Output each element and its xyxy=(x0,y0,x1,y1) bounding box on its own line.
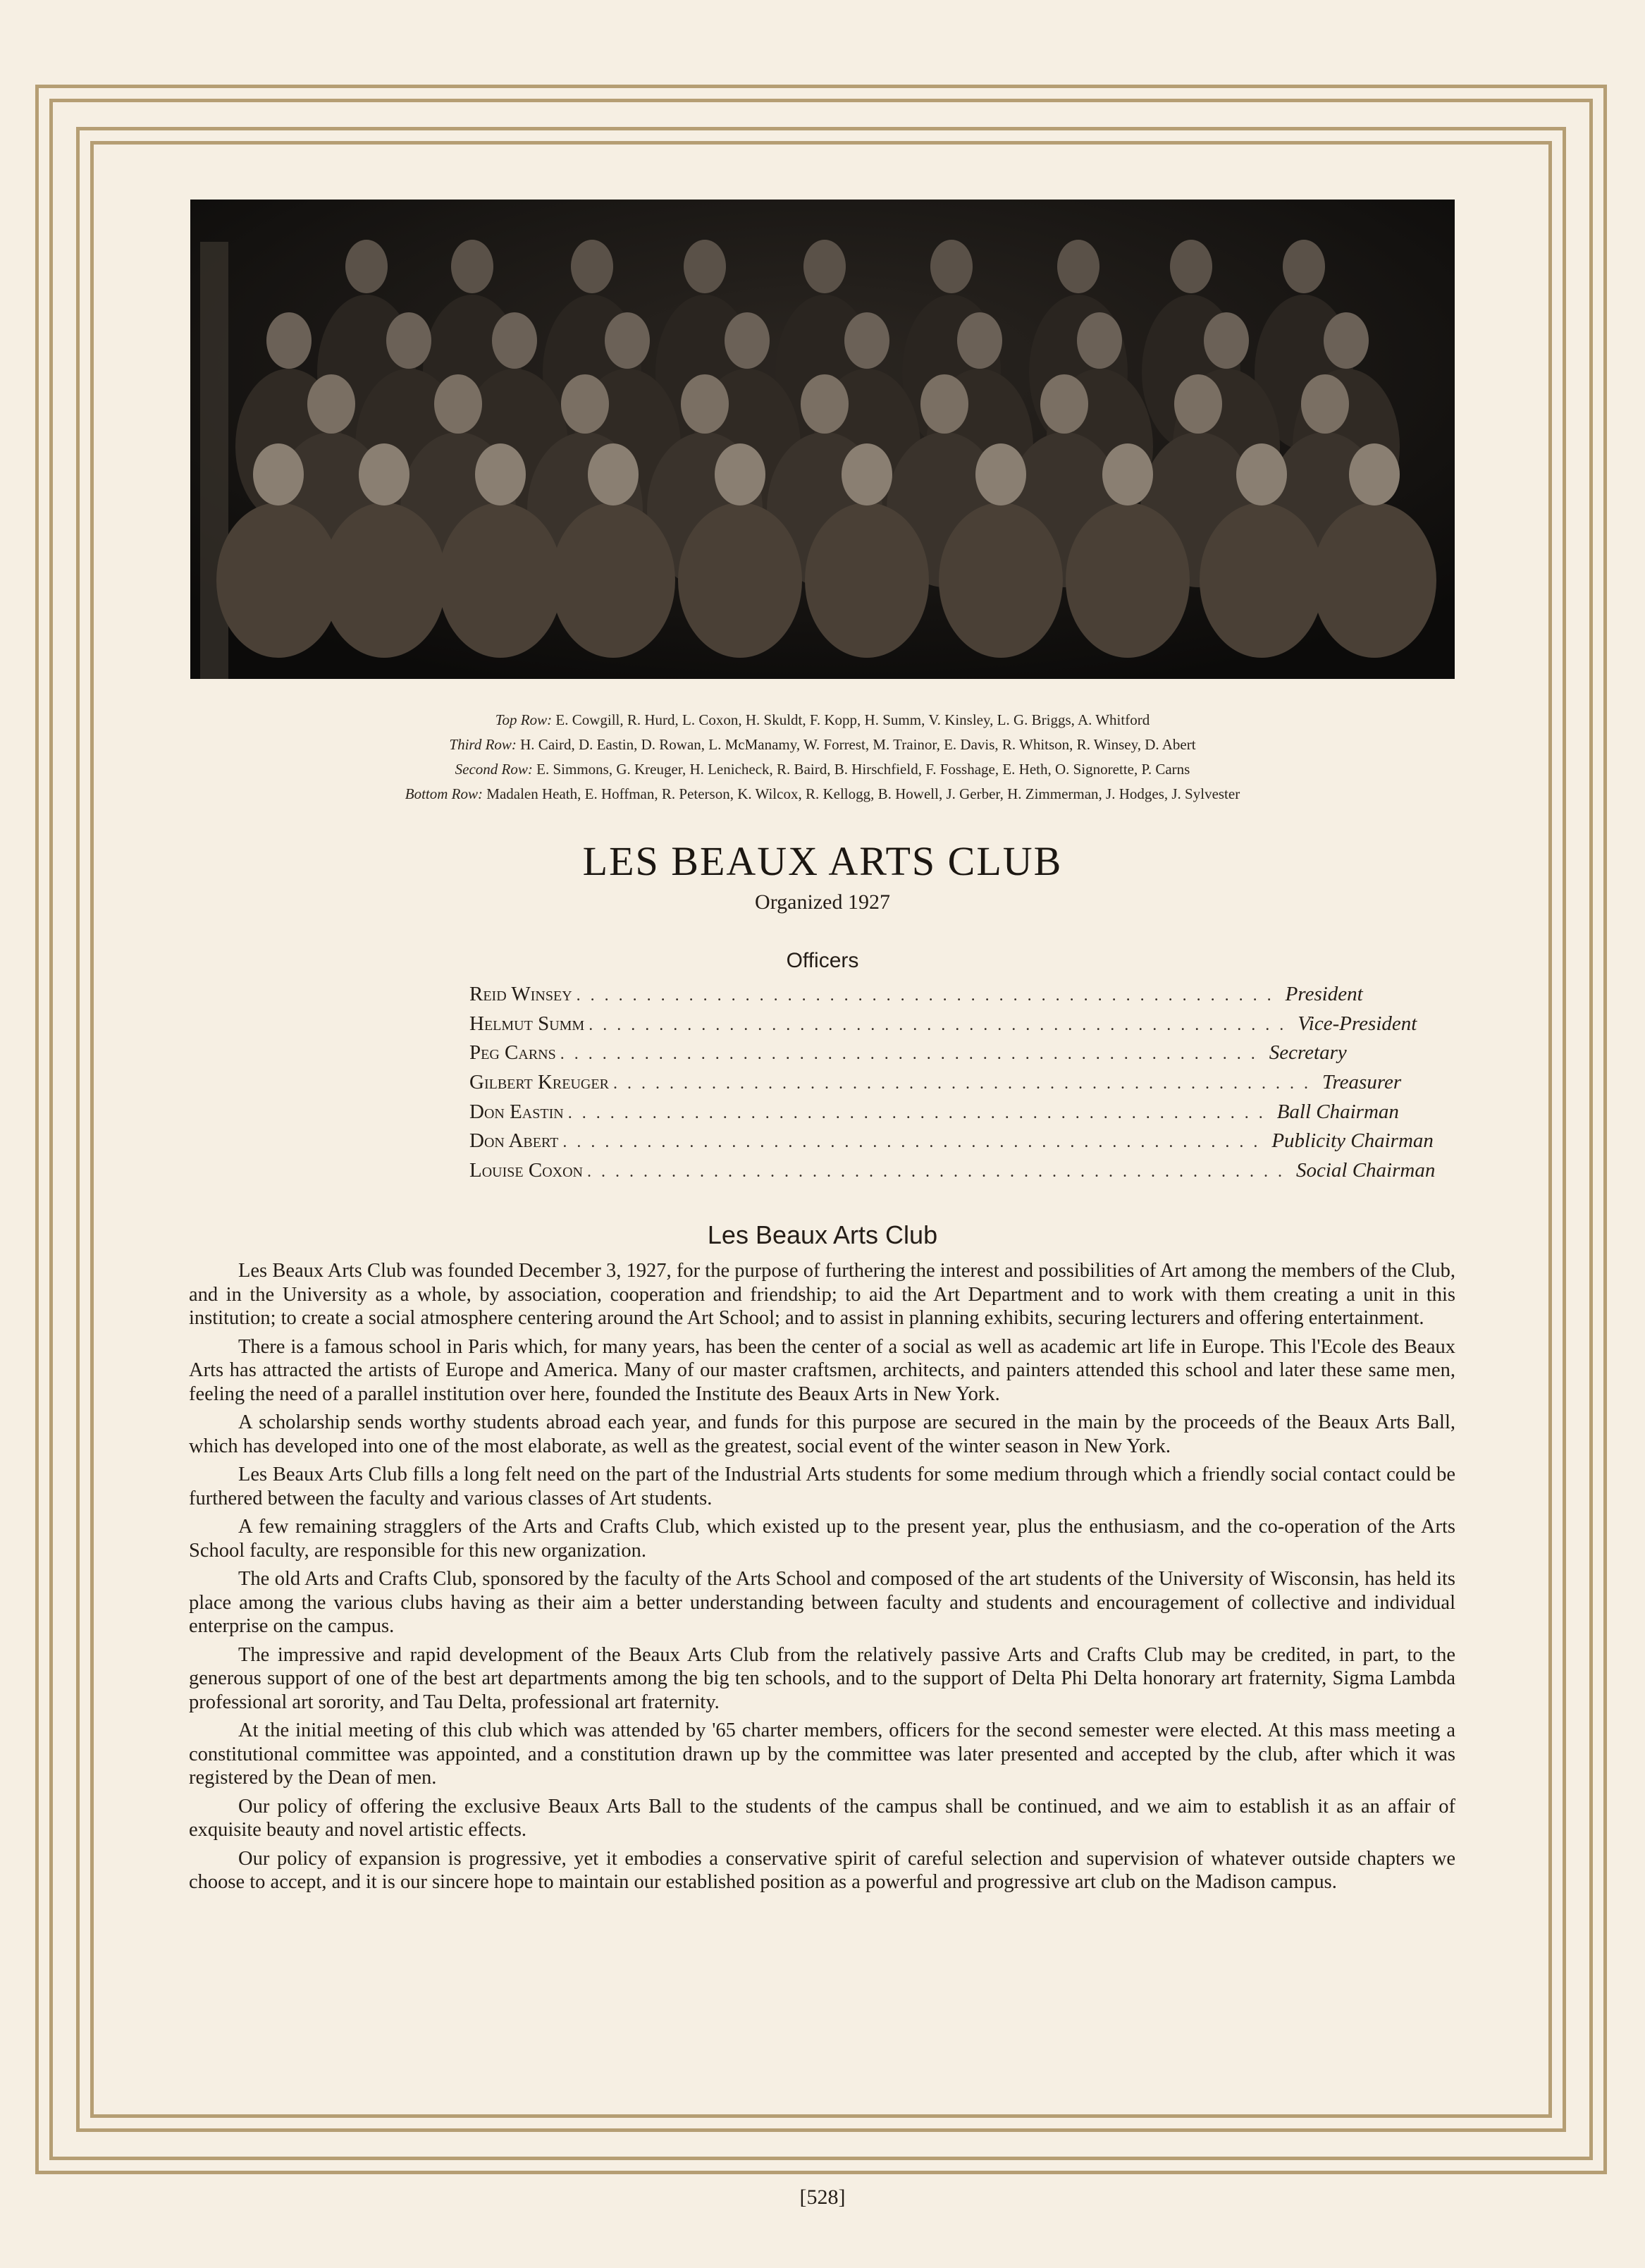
officer-row xyxy=(469,1012,1417,1042)
person-head xyxy=(803,240,846,293)
officers-heading: Officers xyxy=(786,949,859,972)
officer-name: Don Abert xyxy=(469,1129,559,1153)
person-head xyxy=(1349,443,1400,505)
person-head xyxy=(1324,312,1369,369)
caption-row-label: Top Row: xyxy=(495,711,553,728)
officer-row xyxy=(469,983,1363,1012)
photo-caption xyxy=(141,708,1504,807)
page-number: [528] xyxy=(799,2186,846,2209)
caption-row-label: Second Row: xyxy=(455,761,533,778)
person-head xyxy=(307,374,355,434)
person-head xyxy=(1236,443,1287,505)
person-head xyxy=(801,374,849,434)
person-head xyxy=(492,312,537,369)
person-head xyxy=(681,374,729,434)
paragraph: The impressive and rapid development of the Beaux Arts Club from the relatively passive Arts and Crafts Club may be credited, in part, to the generous support of one of the best art departments among the big ten schools, and to the support of Delta Phi Delta honorary art fraternity, Sigma Lambda professional art sorority, and Tau Delta, professional art fraternity. xyxy=(189,1643,1455,1713)
paragraph: Our policy of expansion is progressive, yet it embodies a conservative spirit of careful selection and supervision of whatever outside chapters we choose to accept, and it is our sincere hope to maintain our established position as a powerful and progressive art club on the Madison campus. xyxy=(189,1847,1455,1893)
caption-names: E. Simmons, G. Kreuger, H. Lenicheck, R. Baird, B. Hirschfield, F. Fosshage, E. Heth, O. Signorette, P. Carns xyxy=(536,761,1190,778)
person-head xyxy=(266,312,312,369)
person-head xyxy=(1301,374,1349,434)
person-head xyxy=(253,443,304,505)
person-head xyxy=(920,374,968,434)
person-head xyxy=(684,240,726,293)
officer-row xyxy=(469,1159,1436,1189)
officer-role: Social Chairman xyxy=(1295,1159,1436,1182)
leader-dots: .................................................. xyxy=(560,1045,1265,1064)
officer-row xyxy=(469,1071,1402,1101)
person-body xyxy=(438,503,562,658)
person-body xyxy=(1312,503,1436,658)
leader-dots: .................................................. xyxy=(589,1015,1294,1034)
person-head xyxy=(434,374,482,434)
caption-row-label: Third Row: xyxy=(449,736,517,753)
person-head xyxy=(957,312,1002,369)
person-body xyxy=(1200,503,1324,658)
group-photo xyxy=(190,200,1455,679)
person-head xyxy=(975,443,1026,505)
caption-second-row xyxy=(141,757,1504,782)
officers-list xyxy=(469,983,1436,1189)
leader-dots: .................................................. xyxy=(567,1103,1273,1122)
person-head xyxy=(1174,374,1222,434)
leader-dots: .................................................. xyxy=(576,986,1281,1005)
paragraph: Our policy of offering the exclusive Beaux Arts Ball to the students of the campus shall be continued, and we aim to establish it as an affair of exquisite beauty and novel artistic effects. xyxy=(189,1795,1455,1841)
person-head xyxy=(1057,240,1099,293)
article-heading: Les Beaux Arts Club xyxy=(707,1220,938,1249)
person-head xyxy=(451,240,493,293)
person-head xyxy=(588,443,639,505)
person-body xyxy=(1066,503,1190,658)
paragraph: A scholarship sends worthy students abroad each year, and funds for this purpose are secured in the main by the proceeds of the Beaux Arts Ball, which has developed into one of the most elaborate, as well as the greatest, social event of the winter season in New York. xyxy=(189,1411,1455,1457)
leader-dots: .................................................. xyxy=(562,1133,1268,1152)
person-head xyxy=(842,443,892,505)
paragraph: Les Beaux Arts Club fills a long felt need on the part of the Industrial Arts students for some medium through which a friendly social contact could be furthered between the faculty and various classes of Art students. xyxy=(189,1464,1455,1509)
officer-row xyxy=(469,1129,1434,1159)
paragraph: There is a famous school in Paris which, for many years, has been the center of a social as well as academic art life in Europe. This l'Ecole des Beaux Arts has attracted the artists of Europe and America. Many of our master craftsmen, architects, and painters attended this school and later these same men, feeling the need of a parallel institution over here, founded the Institute des Beaux Arts in New York. xyxy=(189,1335,1455,1405)
officer-name: Reid Winsey xyxy=(469,983,572,1005)
person-body xyxy=(216,503,340,658)
organized-date: Organized 1927 xyxy=(755,890,890,914)
officer-name: Peg Carns xyxy=(469,1041,556,1065)
officer-name: Helmut Summ xyxy=(469,1012,585,1035)
caption-third-row xyxy=(141,732,1504,757)
person-head xyxy=(930,240,973,293)
caption-names: E. Cowgill, R. Hurd, L. Coxon, H. Skuldt, F. Kopp, H. Summ, V. Kinsley, L. G. Briggs, A. Whitford xyxy=(555,711,1150,728)
group-photo-figures xyxy=(190,200,1455,679)
officer-name: Louise Coxon xyxy=(469,1159,583,1182)
officer-row xyxy=(469,1100,1399,1130)
paragraph: A few remaining stragglers of the Arts and Crafts Club, which existed up to the present year, plus the enthusiasm, and the co-operation of the Arts School faculty, are responsible for this new organization. xyxy=(189,1516,1455,1562)
person-head xyxy=(1040,374,1088,434)
article-body xyxy=(189,1259,1455,1899)
caption-bottom-row xyxy=(141,782,1504,807)
page-title: LES BEAUX ARTS CLUB xyxy=(582,838,1063,884)
person-body xyxy=(805,503,929,658)
person-head xyxy=(1077,312,1122,369)
person-head xyxy=(1283,240,1325,293)
officer-role: Publicity Chairman xyxy=(1271,1129,1434,1153)
leader-dots: .................................................. xyxy=(612,1074,1318,1093)
caption-row-label: Bottom Row: xyxy=(405,785,483,802)
person-body xyxy=(939,503,1063,658)
officer-role: Ball Chairman xyxy=(1276,1100,1399,1123)
leader-dots: .................................................. xyxy=(586,1163,1292,1182)
person-body xyxy=(322,503,446,658)
officer-role: Vice-President xyxy=(1298,1012,1417,1035)
paragraph: At the initial meeting of this club which was attended by '65 charter members, officers for the second semester were elected. At this mass meeting a constitutional committee was appointed, and a constitution drawn up by the committee was later presented and accepted by the club, after which it was registered by the Dean of men. xyxy=(189,1720,1455,1789)
person-head xyxy=(359,443,409,505)
person-head xyxy=(725,312,770,369)
caption-names: Madalen Heath, E. Hoffman, R. Peterson, K. Wilcox, R. Kellogg, B. Howell, J. Gerber, H. Zimmerman, J. Hodges, J. Sylvester xyxy=(486,785,1240,802)
officer-role: Secretary xyxy=(1269,1041,1347,1065)
person-head xyxy=(1170,240,1212,293)
person-head xyxy=(844,312,889,369)
paragraph: The old Arts and Crafts Club, sponsored by the faculty of the Arts School and composed of the art students of the University of Wisconsin, has held its place among the various clubs having as their aim a better understanding between faculty and students and encouragement of collective and individual enterprise on the campus. xyxy=(189,1568,1455,1637)
person-head xyxy=(386,312,431,369)
person-head xyxy=(715,443,765,505)
person-head xyxy=(1204,312,1249,369)
person-body xyxy=(551,503,675,658)
officer-name: Gilbert Kreuger xyxy=(469,1071,609,1094)
officer-role: Treasurer xyxy=(1321,1071,1402,1094)
person-head xyxy=(475,443,526,505)
person-head xyxy=(345,240,388,293)
officer-row xyxy=(469,1041,1347,1071)
officer-role: President xyxy=(1285,983,1363,1005)
person-head xyxy=(571,240,613,293)
paragraph: Les Beaux Arts Club was founded December 3, 1927, for the purpose of furthering the interest and possibilities of Art among the members of the Club, and in the University as a whole, by association, cooperation and friendship; to aid the Art Department and to work with them creating a unit in this institution; to create a social atmosphere centering around the Art School; and to assist in planning exhibits, securing lecturers and offering entertainment. xyxy=(189,1260,1455,1329)
person-body xyxy=(678,503,802,658)
person-head xyxy=(1102,443,1153,505)
person-head xyxy=(605,312,650,369)
officer-name: Don Eastin xyxy=(469,1100,564,1123)
person-head xyxy=(561,374,609,434)
caption-names: H. Caird, D. Eastin, D. Rowan, L. McManamy, W. Forrest, M. Trainor, E. Davis, R. Whitson, R. Winsey, D. Abert xyxy=(520,736,1196,753)
caption-top-row xyxy=(141,708,1504,732)
